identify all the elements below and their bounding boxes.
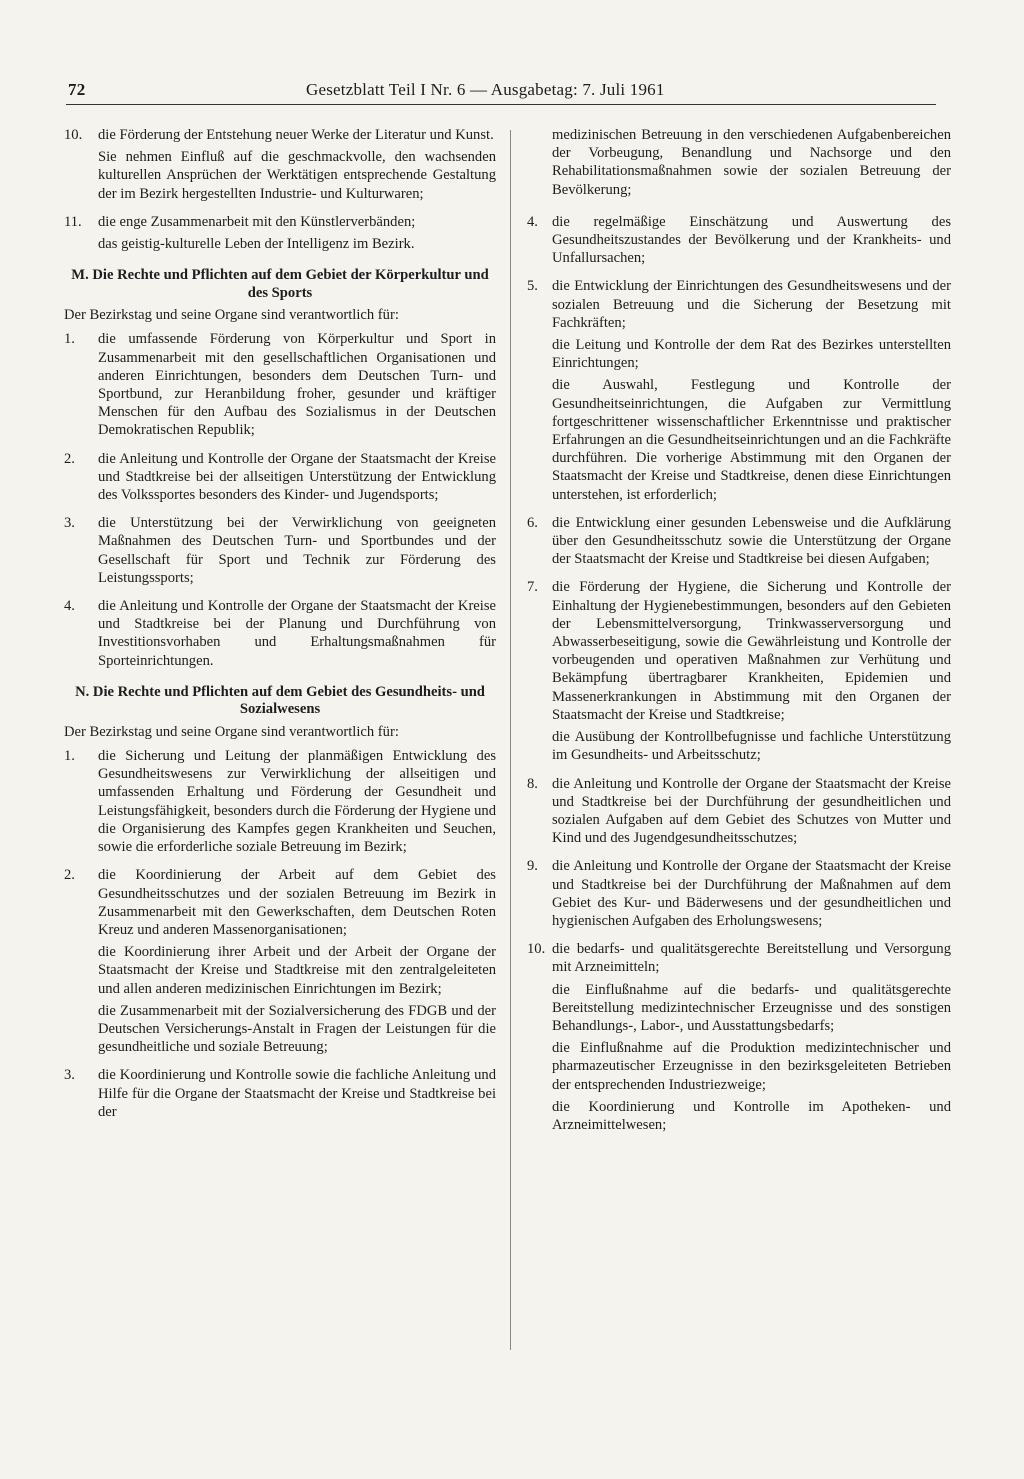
item-text: die Anleitung und Kontrolle der Organe der Staatsmacht der Kreise und Stadtkreise bei der allseitigen Unterstützung der Entwicklung des Volkssportes besonders des Kinder- und Jugendsports; [98,450,496,504]
item-subparagraph: die Zusammenarbeit mit der Sozialversicherung des FDGB und der Deutschen Versicherungs-Anstalt in Fragen der Leistungen für die gesundheitliche und soziale Betreuung; [98,1002,496,1056]
item-number: 3. [64,1067,75,1084]
list-item [64,126,496,203]
item-number: 8. [527,775,538,792]
item-number: 11. [64,213,82,230]
section-heading-m: M. Die Rechte und Pflichten auf dem Gebiet der Körperkultur und des Sports [71,267,489,301]
right-column [527,126,951,1144]
item-text: die Unterstützung bei der Verwirklichung von geeigneten Maßnahmen des Deutschen Turn- und Sportbundes und der Gesellschaft für Sport und Technik zur Förderung des Leistungssports; [98,515,496,586]
item-number: 4. [527,213,538,230]
column-divider [510,130,511,1350]
section-intro: Der Bezirkstag und seine Organe sind verantwortlich für: [64,723,399,740]
page-number: 72 [68,80,86,99]
item-number: 10. [64,127,83,143]
item-text: die Anleitung und Kontrolle der Organe der Staatsmacht der Kreise und Stadtkreise bei der Planung und Durchführung von Investitionsvorhaben und Erhaltungsmaßnahmen für Sporteinrichtungen. [98,598,496,669]
item-number: 2. [64,450,75,467]
item-subparagraph: Sie nehmen Einfluß auf die geschmackvolle, den wachsenden kulturellen Ansprüchen der Werktätigen entsprechende Gestaltung der im Bezirk hergestellten Industrie- und Kulturwaren; [98,149,496,202]
page-title: Gesetzblatt Teil I Nr. 6 — Ausgabetag: 7. Juli 1961 [306,80,665,99]
list-item [64,213,496,253]
item-text: die Anleitung und Kontrolle der Organe der Staatsmacht der Kreise und Stadtkreise bei der Durchführung der gesundheitlichen und sozialen Aufgaben auf dem Gebiet des Schutzes von Mutter und Kind und des Jugendgesundheitsschutzes; [552,775,951,847]
list-item-continuation [527,126,951,199]
left-column [64,126,496,1131]
section-intro: Der Bezirkstag und seine Organe sind verantwortlich für: [64,307,399,324]
item-text: die Förderung der Hygiene, die Sicherung und Kontrolle der Einhaltung der Hygienebestimmungen, besonders auf den Gebieten der Lebensmittelversorgung, Trinkwasserversorgung und Abwasserbeseitigung, sowie die Gewährleistung und Kontrolle der vorbeugenden und operativen Maßnahmen zur Verhütung und Bekämpfung übertragbarer Krankheiten, Epidemien und Massenerkrankungen in Abstimmung mit den Organen der Staatsmacht der Kreise und Stadtkreise; [552,579,951,723]
list-item [64,866,496,1056]
item-number: 5. [527,278,538,295]
list-item [64,1066,496,1121]
list-item [64,450,496,505]
item-text: die Koordinierung und Kontrolle sowie die fachliche Anleitung und Hilfe für die Organe der Staatsmacht der Kreise und Stadtkreise bei der [98,1067,496,1120]
item-text: die Entwicklung der Einrichtungen des Gesundheitswesens und der sozialen Betreuung und die Sicherung der Besetzung mit Fachkräften; [552,278,951,331]
list-item [527,940,951,1134]
list-item [64,597,496,670]
item-subparagraph: die Ausübung der Kontrollbefugnisse und fachliche Unterstützung im Gesundheits- und Arbeitsschutz; [552,729,951,764]
item-number: 1. [64,748,75,765]
list-item [527,775,951,848]
item-subparagraph: die Einflußnahme auf die Produktion medizintechnischer und pharmazeutischer Erzeugnisse in den bezirksgeleiteten Betrieben der entsprechenden Industriezweige; [552,1040,951,1093]
list-item [527,514,951,569]
item-number: 3. [64,515,75,532]
item-text: die enge Zusammenarbeit mit den Künstlerverbänden; [98,213,416,230]
list-item [64,514,496,587]
list-item [64,330,496,439]
item-text: die Sicherung und Leitung der planmäßigen Entwicklung des Gesundheitswesens zur Verwirklichung der allseitigen und umfassenden Erhaltung und Förderung der Gesundheit und Leistungsfähigkeit, besonders durch die Förderung der Hygiene und die Organisierung des Kampfes gegen Krankheiten und Seuchen, sowie die erforderliche soziale Betreuung im Bezirk; [98,748,496,856]
item-subparagraph: das geistig-kulturelle Leben der Intelligenz im Bezirk. [98,236,415,253]
list-item [527,857,951,930]
item-text: die umfassende Förderung von Körperkultur und Sport in Zusammenarbeit mit den gesellschaftlichen Organisationen und anderen Einrichtungen, besonders dem Deutschen Turn- und Sportbund, zur Heranbildung froher, gesunder und kräftiger Menschen für den Aufbau des Sozialismus in der Deutschen Demokratischen Republik; [98,331,496,439]
item-number: 1. [64,331,75,348]
list-item [527,277,951,503]
list-item [527,578,951,764]
item-text: die regelmäßige Einschätzung und Auswertung des Gesundheitszustandes der Bevölkerung und der Krankheits- und Unfallursachen; [552,213,951,267]
list-item [527,213,951,268]
item-number: 4. [64,598,75,615]
item-text: medizinischen Betreuung in den verschiedenen Aufgabenbereichen der Vorbeugung, Benandlung und Nachsorge und den Rehabilitationsmaßnahmen sowie der sozialen Betreuung der Bevölkerung; [552,127,951,198]
item-number: 6. [527,514,538,531]
item-subparagraph: die Einflußnahme auf die bedarfs- und qualitätsgerechte Bereitstellung medizintechnischer Erzeugnisse und des sonstigen Behandlungs-, Labor-, und Ausstattungsbedarfs; [552,981,951,1034]
item-subparagraph: die Leitung und Kontrolle der dem Rat des Bezirkes unterstellten Einrichtungen; [552,337,951,372]
item-subparagraph: die Koordinierung und Kontrolle im Apotheken- und Arzneimittelwesen; [552,1098,951,1133]
item-text: die Koordinierung der Arbeit auf dem Gebiet des Gesundheitsschutzes und der sozialen Betreuung im Bezirk in Zusammenarbeit mit den Gewerkschaften, dem Deutschen Roten Kreuz und anderen Massenorganisationen; [98,867,496,938]
item-number: 10. [527,941,546,958]
item-text: die Anleitung und Kontrolle der Organe der Staatsmacht der Kreise und Stadtkreise bei der Durchführung der Maßnahmen auf dem Gebiet des Kur- und Bäderwesens und der gesundheitlichen und hygienischen Aufgaben des Erholungswesens; [552,858,951,929]
item-text: die Förderung der Entstehung neuer Werke der Literatur und Kunst. [98,127,494,143]
item-number: 7. [527,579,538,596]
section-heading-n: N. Die Rechte und Pflichten auf dem Gebiet des Gesundheits- und Sozialwesens [75,683,485,718]
item-text: die Entwicklung einer gesunden Lebensweise und die Aufklärung über den Gesundheitsschutz sowie die Unterstützung der Organe der Staatsmacht der Kreise und Stadtkreise bei diesen Aufgaben; [552,514,951,568]
item-number: 2. [64,867,75,884]
item-subparagraph: die Koordinierung ihrer Arbeit und der Arbeit der Organe der Staatsmacht der Kreise und Stadtkreise mit den zentralgeleiteten und allen anderen medizinischen Einrichtungen im Bezirk; [98,944,496,997]
item-subparagraph: die Auswahl, Festlegung und Kontrolle der Gesundheitseinrichtungen, die Aufgaben zur Vermittlung fortgeschrittener wissenschaftlicher Erkenntnisse und praktischer Erfahrungen an die Gesundheitseinrichtungen und an die Fachkräfte durchführen. Die vorherige Abstimmung mit den Organen der Staatsmacht der Kreise und Stadtkreise, denen diese Einrichtungen unterstehen, ist erforderlich; [552,377,951,503]
header-rule [66,104,936,105]
item-number: 9. [527,858,538,875]
item-text: die bedarfs- und qualitätsgerechte Bereitstellung und Versorgung mit Arzneimitteln; [552,941,951,976]
list-item [64,747,496,856]
